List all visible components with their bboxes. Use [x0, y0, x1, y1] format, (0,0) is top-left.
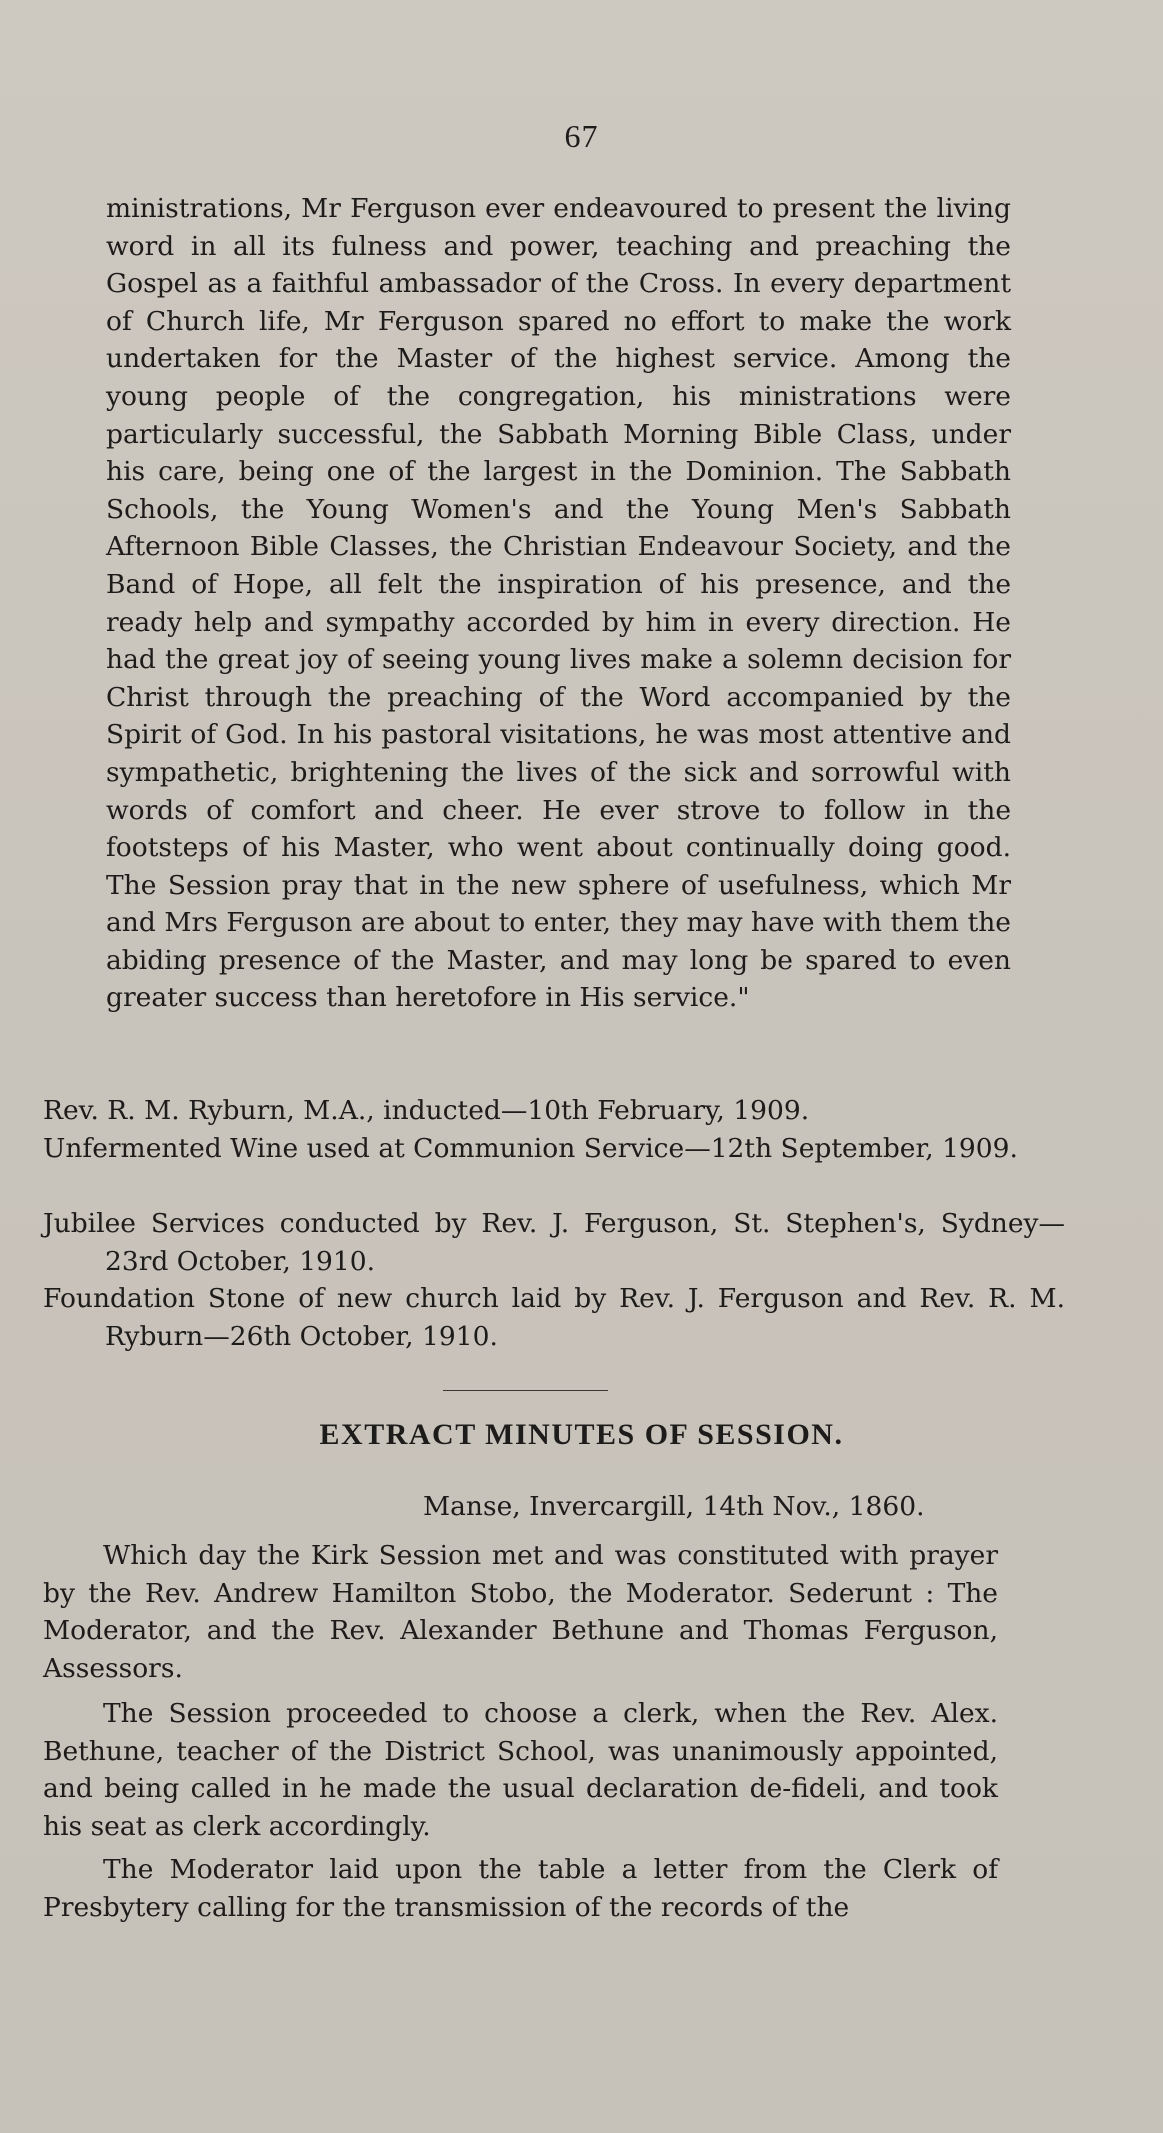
continued-paragraph: ministrations, Mr Ferguson ever endeavoured to present the living word in all its fulness and power, teaching and preaching the Gospel as a faithful ambassador of the Cross. In every department of Church life, Mr Ferguson spared no effort to make the work undertaken for the Master of the highest service. Among the young people of the congregation, his ministrations were particularly successful, the Sabbath Morning Bible Class, under his care, being one of the largest in the Dominion. The Sabbath Schools, the Young Women's and the Young Men's Sabbath Afternoon Bible Classes, the Christian Endeavour Society, and the Band of Hope, all felt the inspiration of his presence, and the ready help and sympathy accorded by him in every direction. He had the great joy of seeing young lives make a solemn decision for Christ through the preaching of the Word accompanied by the Spirit of God. In his pastoral visitations, he was most attentive and sympathetic, brightening the lives of the sick and sorrowful with words of comfort and cheer. He ever strove to follow in the footsteps of his Master, who went about continually doing good. The Session pray that in the new sphere of usefulness, which Mr and Mrs Ferguson are about to enter, they may have with them the abiding presence of the Master, and may long be spared to even greater success than heretofore in His service.": [106, 193, 1011, 1014]
section-divider: [443, 1390, 608, 1391]
section-heading: EXTRACT MINUTES OF SESSION.: [319, 1418, 844, 1451]
minutes-paragraph-sederunt: Which day the Kirk Session met and was constituted with prayer by the Rev. Andrew Hamilton Stobo, the Moderator. Sederunt : The Moderator, and the Rev. Alexander Bethune and Thomas Ferguson, Assessors.: [43, 1540, 998, 1684]
minutes-dateline: Manse, Invercargill, 14th Nov., 1860.: [423, 1491, 925, 1522]
minutes-paragraph-letter: The Moderator laid upon the table a letter from the Clerk of Presbytery calling for the transmission of the records of the: [43, 1854, 998, 1923]
page-number: 67: [564, 118, 599, 154]
event-jubilee-services: Jubilee Services conducted by Rev. J. Ferguson, St. Stephen's, Sydney—23rd October, 1910.: [43, 1208, 1065, 1277]
event-foundation-stone: Foundation Stone of new church laid by Rev. J. Ferguson and Rev. R. M. Ryburn—26th October, 1910.: [43, 1283, 1065, 1352]
event-induction: Rev. R. M. Ryburn, M.A., inducted—10th February, 1909.: [43, 1095, 810, 1126]
event-unfermented-wine: Unfermented Wine used at Communion Service—12th September, 1909.: [43, 1133, 1018, 1164]
minutes-paragraph-clerk: The Session proceeded to choose a clerk, when the Rev. Alex. Bethune, teacher of the District School, was unanimously appointed, and being called in he made the usual declaration de-fideli, and took his seat as clerk accordingly.: [43, 1698, 998, 1842]
